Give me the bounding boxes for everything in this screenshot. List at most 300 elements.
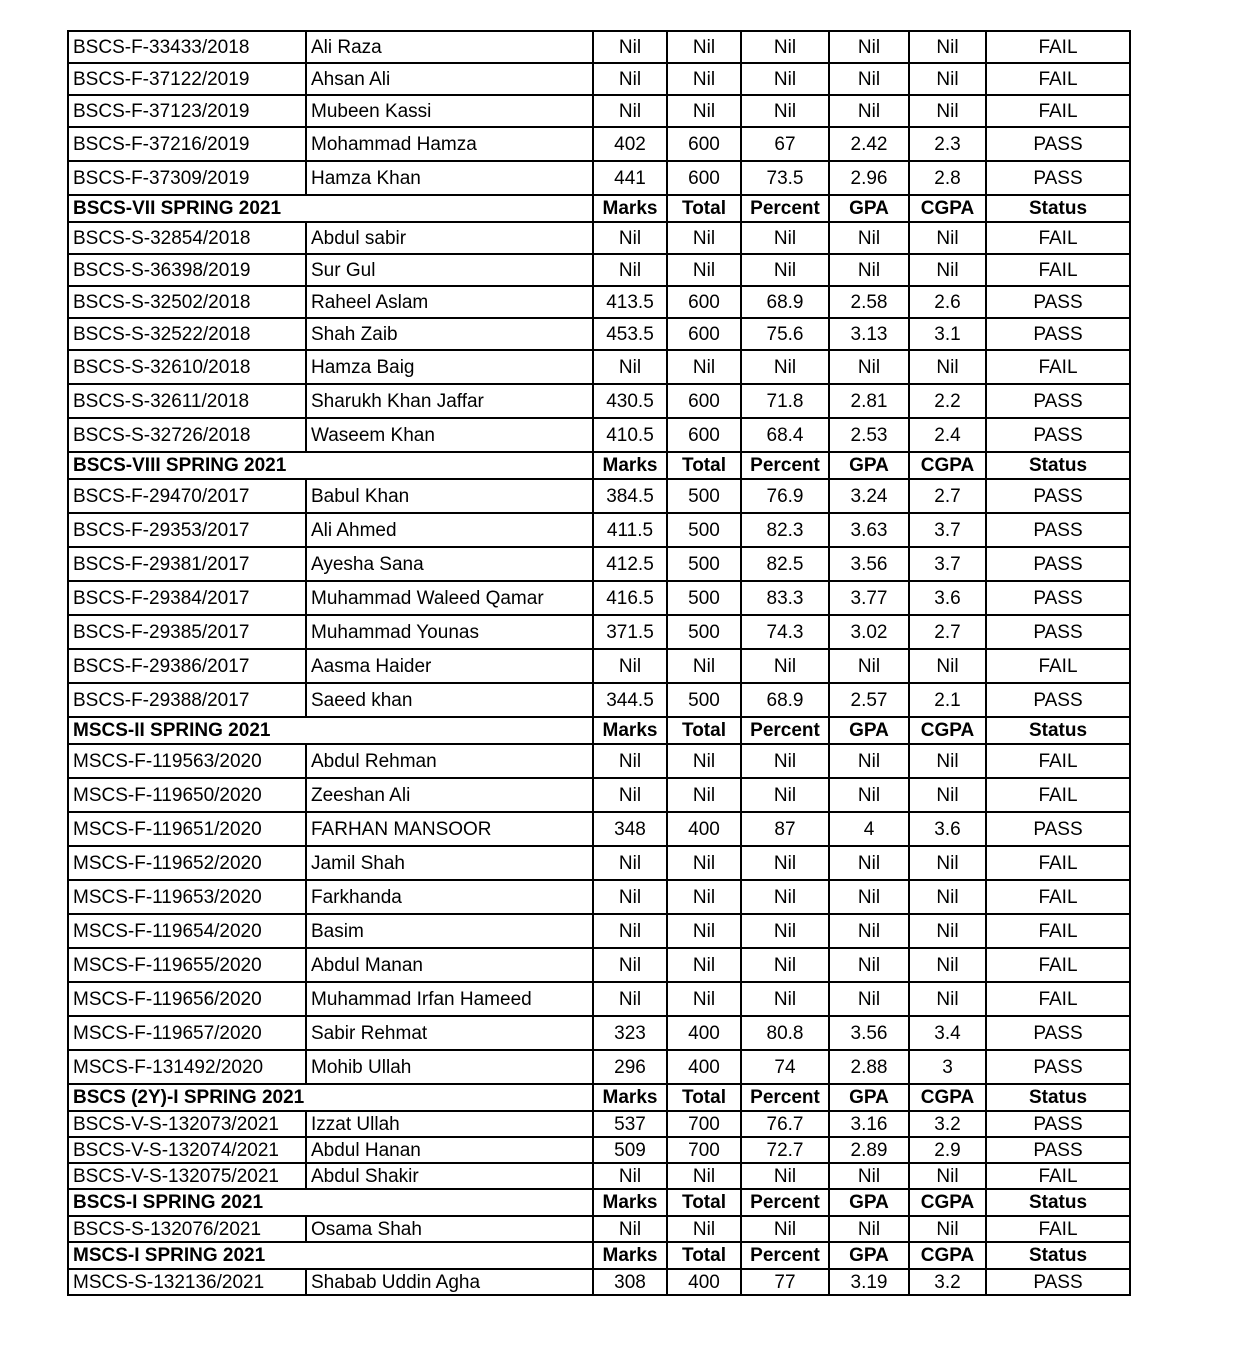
student-name: Babul Khan	[306, 479, 593, 513]
cell-status: FAIL	[986, 744, 1130, 778]
results-table-body	[68, 31, 1130, 1295]
section-title: BSCS-I SPRING 2021	[68, 1189, 593, 1216]
cell-status: FAIL	[986, 914, 1130, 948]
cell-cgpa: 2.9	[909, 1137, 986, 1163]
column-header-cgpa: CGPA	[909, 195, 986, 222]
cell-cgpa: 2.6	[909, 286, 986, 318]
cell-percent: Nil	[741, 254, 829, 286]
cell-marks: Nil	[593, 649, 667, 683]
column-header-cgpa: CGPA	[909, 1189, 986, 1216]
student-name: Muhammad Irfan Hameed	[306, 982, 593, 1016]
cell-cgpa: 2.1	[909, 683, 986, 717]
column-header-percent: Percent	[741, 452, 829, 479]
column-header-marks: Marks	[593, 1084, 667, 1111]
table-row	[68, 350, 1130, 384]
cell-cgpa: Nil	[909, 744, 986, 778]
column-header-gpa: GPA	[829, 195, 909, 222]
cell-total: Nil	[667, 222, 741, 254]
cell-cgpa: 3.6	[909, 581, 986, 615]
table-row	[68, 286, 1130, 318]
cell-percent: Nil	[741, 222, 829, 254]
cell-percent: Nil	[741, 63, 829, 95]
cell-cgpa: 3.2	[909, 1269, 986, 1295]
cell-total: 600	[667, 161, 741, 195]
registration-number: MSCS-F-119563/2020	[68, 744, 306, 778]
column-header-marks: Marks	[593, 452, 667, 479]
cell-gpa: Nil	[829, 31, 909, 63]
section-title: BSCS-VII SPRING 2021	[68, 195, 593, 222]
cell-cgpa: 3.7	[909, 513, 986, 547]
cell-marks: 410.5	[593, 418, 667, 452]
cell-marks: Nil	[593, 222, 667, 254]
cell-gpa: 2.96	[829, 161, 909, 195]
cell-cgpa: 2.2	[909, 384, 986, 418]
cell-status: PASS	[986, 127, 1130, 161]
table-row	[68, 880, 1130, 914]
column-header-gpa: GPA	[829, 717, 909, 744]
registration-number: MSCS-F-131492/2020	[68, 1050, 306, 1084]
cell-total: 400	[667, 1016, 741, 1050]
cell-total: 400	[667, 812, 741, 846]
table-row	[68, 1137, 1130, 1163]
cell-percent: Nil	[741, 948, 829, 982]
cell-marks: 348	[593, 812, 667, 846]
cell-percent: 76.9	[741, 479, 829, 513]
cell-gpa: Nil	[829, 744, 909, 778]
section-title: BSCS (2Y)-I SPRING 2021	[68, 1084, 593, 1111]
cell-status: FAIL	[986, 880, 1130, 914]
cell-cgpa: Nil	[909, 846, 986, 880]
cell-percent: 68.9	[741, 286, 829, 318]
cell-marks: 384.5	[593, 479, 667, 513]
cell-total: Nil	[667, 350, 741, 384]
student-name: Ahsan Ali	[306, 63, 593, 95]
section-title: MSCS-I SPRING 2021	[68, 1242, 593, 1269]
column-header-status: Status	[986, 1084, 1130, 1111]
registration-number: BSCS-F-29470/2017	[68, 479, 306, 513]
cell-cgpa: Nil	[909, 95, 986, 127]
cell-gpa: 2.57	[829, 683, 909, 717]
registration-number: MSCS-F-119654/2020	[68, 914, 306, 948]
cell-percent: 68.9	[741, 683, 829, 717]
registration-number: BSCS-F-29381/2017	[68, 547, 306, 581]
student-name: Abdul Hanan	[306, 1137, 593, 1163]
cell-marks: 416.5	[593, 581, 667, 615]
cell-cgpa: 3	[909, 1050, 986, 1084]
column-header-gpa: GPA	[829, 1242, 909, 1269]
cell-status: PASS	[986, 615, 1130, 649]
cell-cgpa: Nil	[909, 1216, 986, 1242]
cell-marks: Nil	[593, 31, 667, 63]
cell-status: PASS	[986, 384, 1130, 418]
student-name: Zeeshan Ali	[306, 778, 593, 812]
cell-cgpa: Nil	[909, 948, 986, 982]
column-header-cgpa: CGPA	[909, 717, 986, 744]
section-header-row	[68, 1242, 1130, 1269]
table-row	[68, 254, 1130, 286]
cell-percent: 82.5	[741, 547, 829, 581]
student-name: Mohib Ullah	[306, 1050, 593, 1084]
cell-gpa: Nil	[829, 254, 909, 286]
table-row	[68, 318, 1130, 350]
registration-number: BSCS-S-36398/2019	[68, 254, 306, 286]
cell-gpa: 3.02	[829, 615, 909, 649]
column-header-cgpa: CGPA	[909, 452, 986, 479]
student-name: Jamil Shah	[306, 846, 593, 880]
cell-status: PASS	[986, 513, 1130, 547]
registration-number: BSCS-S-32611/2018	[68, 384, 306, 418]
table-row	[68, 744, 1130, 778]
cell-gpa: 3.13	[829, 318, 909, 350]
column-header-status: Status	[986, 1189, 1130, 1216]
cell-gpa: 2.58	[829, 286, 909, 318]
cell-gpa: Nil	[829, 880, 909, 914]
cell-cgpa: 3.4	[909, 1016, 986, 1050]
registration-number: BSCS-S-32502/2018	[68, 286, 306, 318]
cell-percent: Nil	[741, 350, 829, 384]
table-row	[68, 1163, 1130, 1189]
student-name: Aasma Haider	[306, 649, 593, 683]
section-header-row	[68, 195, 1130, 222]
registration-number: MSCS-F-119657/2020	[68, 1016, 306, 1050]
table-row	[68, 127, 1130, 161]
table-row	[68, 418, 1130, 452]
cell-status: PASS	[986, 1269, 1130, 1295]
cell-cgpa: Nil	[909, 1163, 986, 1189]
table-row	[68, 812, 1130, 846]
column-header-gpa: GPA	[829, 452, 909, 479]
cell-total: Nil	[667, 1216, 741, 1242]
cell-percent: Nil	[741, 95, 829, 127]
table-row	[68, 1016, 1130, 1050]
cell-total: 500	[667, 547, 741, 581]
cell-gpa: 2.42	[829, 127, 909, 161]
column-header-status: Status	[986, 717, 1130, 744]
cell-percent: Nil	[741, 1216, 829, 1242]
cell-cgpa: 2.4	[909, 418, 986, 452]
cell-percent: 77	[741, 1269, 829, 1295]
student-name: Sharukh Khan Jaffar	[306, 384, 593, 418]
registration-number: BSCS-F-29353/2017	[68, 513, 306, 547]
cell-total: Nil	[667, 649, 741, 683]
cell-marks: Nil	[593, 95, 667, 127]
cell-percent: Nil	[741, 31, 829, 63]
cell-marks: 344.5	[593, 683, 667, 717]
student-name: Sabir Rehmat	[306, 1016, 593, 1050]
student-name: Hamza Khan	[306, 161, 593, 195]
column-header-total: Total	[667, 717, 741, 744]
registration-number: MSCS-F-119651/2020	[68, 812, 306, 846]
cell-status: PASS	[986, 286, 1130, 318]
cell-total: Nil	[667, 914, 741, 948]
cell-marks: 453.5	[593, 318, 667, 350]
student-name: Basim	[306, 914, 593, 948]
student-name: Farkhanda	[306, 880, 593, 914]
registration-number: BSCS-V-S-132074/2021	[68, 1137, 306, 1163]
cell-status: PASS	[986, 1016, 1130, 1050]
cell-marks: 296	[593, 1050, 667, 1084]
student-name: Hamza Baig	[306, 350, 593, 384]
cell-percent: Nil	[741, 982, 829, 1016]
cell-cgpa: Nil	[909, 31, 986, 63]
column-header-percent: Percent	[741, 717, 829, 744]
cell-percent: 74	[741, 1050, 829, 1084]
cell-total: Nil	[667, 982, 741, 1016]
cell-cgpa: 2.7	[909, 479, 986, 513]
cell-total: 600	[667, 286, 741, 318]
cell-cgpa: Nil	[909, 254, 986, 286]
registration-number: MSCS-S-132136/2021	[68, 1269, 306, 1295]
student-name: Muhammad Younas	[306, 615, 593, 649]
table-row	[68, 513, 1130, 547]
column-header-gpa: GPA	[829, 1084, 909, 1111]
cell-total: 400	[667, 1050, 741, 1084]
student-name: Osama Shah	[306, 1216, 593, 1242]
registration-number: BSCS-F-37122/2019	[68, 63, 306, 95]
cell-total: Nil	[667, 880, 741, 914]
section-header-row	[68, 452, 1130, 479]
cell-cgpa: 3.7	[909, 547, 986, 581]
student-name: Shabab Uddin Agha	[306, 1269, 593, 1295]
student-name: Ayesha Sana	[306, 547, 593, 581]
cell-percent: 72.7	[741, 1137, 829, 1163]
cell-percent: 80.8	[741, 1016, 829, 1050]
cell-marks: 509	[593, 1137, 667, 1163]
cell-percent: 83.3	[741, 581, 829, 615]
cell-total: Nil	[667, 31, 741, 63]
cell-percent: 73.5	[741, 161, 829, 195]
cell-percent: Nil	[741, 778, 829, 812]
cell-status: FAIL	[986, 1163, 1130, 1189]
cell-gpa: Nil	[829, 846, 909, 880]
table-row	[68, 547, 1130, 581]
cell-marks: Nil	[593, 63, 667, 95]
table-row	[68, 1111, 1130, 1137]
cell-total: Nil	[667, 846, 741, 880]
table-row	[68, 31, 1130, 63]
cell-percent: 68.4	[741, 418, 829, 452]
cell-percent: 67	[741, 127, 829, 161]
registration-number: BSCS-F-37309/2019	[68, 161, 306, 195]
cell-status: FAIL	[986, 982, 1130, 1016]
table-row	[68, 683, 1130, 717]
registration-number: BSCS-V-S-132073/2021	[68, 1111, 306, 1137]
cell-gpa: 3.56	[829, 547, 909, 581]
column-header-percent: Percent	[741, 1189, 829, 1216]
cell-cgpa: Nil	[909, 778, 986, 812]
cell-marks: 441	[593, 161, 667, 195]
column-header-status: Status	[986, 452, 1130, 479]
registration-number: MSCS-F-119652/2020	[68, 846, 306, 880]
cell-status: PASS	[986, 581, 1130, 615]
cell-marks: Nil	[593, 948, 667, 982]
column-header-total: Total	[667, 452, 741, 479]
cell-marks: 402	[593, 127, 667, 161]
column-header-status: Status	[986, 195, 1130, 222]
table-row	[68, 914, 1130, 948]
column-header-total: Total	[667, 195, 741, 222]
table-row	[68, 384, 1130, 418]
table-row	[68, 1216, 1130, 1242]
cell-percent: Nil	[741, 649, 829, 683]
table-row	[68, 1269, 1130, 1295]
cell-status: FAIL	[986, 1216, 1130, 1242]
column-header-marks: Marks	[593, 195, 667, 222]
cell-total: 500	[667, 581, 741, 615]
cell-marks: Nil	[593, 914, 667, 948]
cell-marks: Nil	[593, 778, 667, 812]
registration-number: MSCS-F-119650/2020	[68, 778, 306, 812]
column-header-marks: Marks	[593, 1242, 667, 1269]
registration-number: MSCS-F-119653/2020	[68, 880, 306, 914]
registration-number: BSCS-F-29386/2017	[68, 649, 306, 683]
registration-number: BSCS-F-37216/2019	[68, 127, 306, 161]
cell-cgpa: 2.7	[909, 615, 986, 649]
registration-number: BSCS-F-29385/2017	[68, 615, 306, 649]
cell-marks: 412.5	[593, 547, 667, 581]
registration-number: MSCS-F-119655/2020	[68, 948, 306, 982]
cell-status: PASS	[986, 547, 1130, 581]
cell-status: PASS	[986, 1137, 1130, 1163]
cell-gpa: 2.88	[829, 1050, 909, 1084]
cell-gpa: Nil	[829, 63, 909, 95]
column-header-total: Total	[667, 1242, 741, 1269]
student-name: Shah Zaib	[306, 318, 593, 350]
cell-total: 600	[667, 384, 741, 418]
cell-status: PASS	[986, 683, 1130, 717]
cell-gpa: Nil	[829, 95, 909, 127]
cell-marks: Nil	[593, 1163, 667, 1189]
cell-total: 600	[667, 127, 741, 161]
cell-cgpa: 3.6	[909, 812, 986, 846]
table-row	[68, 581, 1130, 615]
registration-number: BSCS-F-37123/2019	[68, 95, 306, 127]
registration-number: BSCS-S-32726/2018	[68, 418, 306, 452]
student-name: Ali Ahmed	[306, 513, 593, 547]
cell-marks: Nil	[593, 254, 667, 286]
cell-total: Nil	[667, 778, 741, 812]
column-header-percent: Percent	[741, 1242, 829, 1269]
cell-total: 500	[667, 513, 741, 547]
cell-gpa: 3.16	[829, 1111, 909, 1137]
cell-cgpa: Nil	[909, 649, 986, 683]
cell-total: Nil	[667, 948, 741, 982]
cell-percent: Nil	[741, 1163, 829, 1189]
section-title: MSCS-II SPRING 2021	[68, 717, 593, 744]
table-row	[68, 1050, 1130, 1084]
section-header-row	[68, 1189, 1130, 1216]
cell-percent: Nil	[741, 880, 829, 914]
column-header-status: Status	[986, 1242, 1130, 1269]
cell-gpa: Nil	[829, 778, 909, 812]
registration-number: BSCS-F-29384/2017	[68, 581, 306, 615]
cell-status: FAIL	[986, 31, 1130, 63]
student-name: Muhammad Waleed Qamar	[306, 581, 593, 615]
cell-total: Nil	[667, 63, 741, 95]
cell-marks: 371.5	[593, 615, 667, 649]
cell-marks: 323	[593, 1016, 667, 1050]
cell-percent: 71.8	[741, 384, 829, 418]
column-header-cgpa: CGPA	[909, 1084, 986, 1111]
cell-cgpa: Nil	[909, 914, 986, 948]
cell-status: PASS	[986, 161, 1130, 195]
cell-total: 500	[667, 683, 741, 717]
cell-gpa: Nil	[829, 948, 909, 982]
cell-status: FAIL	[986, 846, 1130, 880]
registration-number: BSCS-S-132076/2021	[68, 1216, 306, 1242]
cell-total: 600	[667, 418, 741, 452]
student-name: Mohammad Hamza	[306, 127, 593, 161]
cell-gpa: Nil	[829, 350, 909, 384]
cell-cgpa: Nil	[909, 63, 986, 95]
cell-percent: 75.6	[741, 318, 829, 350]
cell-gpa: Nil	[829, 1163, 909, 1189]
registration-number: BSCS-S-32610/2018	[68, 350, 306, 384]
cell-cgpa: 3.2	[909, 1111, 986, 1137]
cell-percent: Nil	[741, 914, 829, 948]
table-row	[68, 649, 1130, 683]
cell-status: PASS	[986, 812, 1130, 846]
student-name: Ali Raza	[306, 31, 593, 63]
cell-gpa: 3.56	[829, 1016, 909, 1050]
cell-gpa: 3.24	[829, 479, 909, 513]
column-header-percent: Percent	[741, 1084, 829, 1111]
cell-status: FAIL	[986, 63, 1130, 95]
cell-total: Nil	[667, 1163, 741, 1189]
cell-percent: Nil	[741, 846, 829, 880]
student-name: Saeed khan	[306, 683, 593, 717]
cell-cgpa: 3.1	[909, 318, 986, 350]
cell-status: PASS	[986, 479, 1130, 513]
section-header-row	[68, 1084, 1130, 1111]
cell-gpa: Nil	[829, 914, 909, 948]
results-table	[67, 30, 1131, 1296]
table-row	[68, 615, 1130, 649]
cell-cgpa: Nil	[909, 350, 986, 384]
student-name: FARHAN MANSOOR	[306, 812, 593, 846]
cell-total: Nil	[667, 744, 741, 778]
cell-status: PASS	[986, 1050, 1130, 1084]
student-name: Abdul Manan	[306, 948, 593, 982]
cell-percent: 76.7	[741, 1111, 829, 1137]
cell-total: 700	[667, 1111, 741, 1137]
table-row	[68, 161, 1130, 195]
cell-total: Nil	[667, 254, 741, 286]
cell-total: Nil	[667, 95, 741, 127]
registration-number: BSCS-S-32522/2018	[68, 318, 306, 350]
cell-total: 600	[667, 318, 741, 350]
column-header-percent: Percent	[741, 195, 829, 222]
cell-marks: Nil	[593, 350, 667, 384]
column-header-cgpa: CGPA	[909, 1242, 986, 1269]
table-row	[68, 95, 1130, 127]
table-row	[68, 846, 1130, 880]
student-name: Abdul Shakir	[306, 1163, 593, 1189]
cell-status: PASS	[986, 418, 1130, 452]
cell-status: FAIL	[986, 254, 1130, 286]
table-row	[68, 479, 1130, 513]
student-name: Abdul sabir	[306, 222, 593, 254]
registration-number: BSCS-F-29388/2017	[68, 683, 306, 717]
registration-number: MSCS-F-119656/2020	[68, 982, 306, 1016]
cell-percent: 74.3	[741, 615, 829, 649]
column-header-total: Total	[667, 1189, 741, 1216]
column-header-gpa: GPA	[829, 1189, 909, 1216]
cell-cgpa: Nil	[909, 880, 986, 914]
cell-status: FAIL	[986, 649, 1130, 683]
cell-total: 500	[667, 615, 741, 649]
cell-status: PASS	[986, 1111, 1130, 1137]
